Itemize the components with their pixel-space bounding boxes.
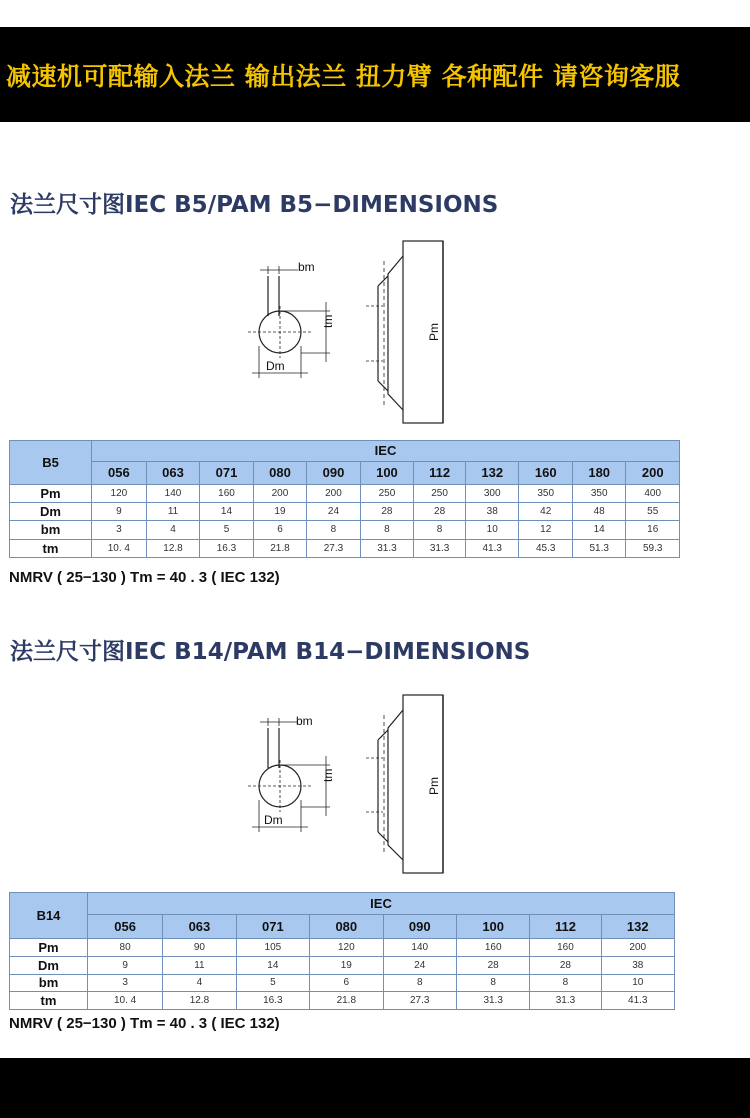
table-cell: 5 bbox=[236, 974, 309, 992]
table-cell: 28 bbox=[530, 957, 601, 975]
table-cell: 6 bbox=[310, 974, 383, 992]
table-corner: B5 bbox=[10, 441, 92, 485]
table-cell: 45.3 bbox=[519, 539, 572, 557]
table-cell: 105 bbox=[236, 939, 309, 957]
table-cell: 120 bbox=[92, 484, 147, 502]
table-cell: 10. 4 bbox=[92, 539, 147, 557]
table-cell: 16.3 bbox=[236, 992, 309, 1010]
tm-label: tm bbox=[321, 768, 335, 782]
table-cell: 8 bbox=[360, 521, 413, 539]
table-cell: 250 bbox=[414, 484, 466, 502]
column-header: 080 bbox=[253, 461, 306, 484]
row-label: Dm bbox=[10, 502, 92, 520]
column-header: 090 bbox=[383, 915, 456, 939]
table-row bbox=[10, 484, 680, 502]
promo-banner bbox=[0, 27, 750, 122]
row-label: bm bbox=[10, 521, 92, 539]
section-title-b5: 法兰尺寸图IEC B5/PAM B5−DIMENSIONS bbox=[10, 192, 499, 218]
row-label: Dm bbox=[10, 957, 88, 975]
banner-text: 减速机可配输入法兰 输出法兰 扭力臂 各种配件 请咨询客服 bbox=[6, 61, 681, 91]
table-cell: 14 bbox=[572, 521, 625, 539]
column-header: 080 bbox=[310, 915, 383, 939]
table-cell: 120 bbox=[310, 939, 383, 957]
tm-label: tm bbox=[321, 314, 335, 328]
table-cell: 400 bbox=[626, 484, 680, 502]
table-cell: 9 bbox=[88, 957, 163, 975]
top-strip bbox=[0, 0, 750, 27]
column-header: 100 bbox=[360, 461, 413, 484]
bm-label: bm bbox=[298, 260, 315, 274]
column-header: 112 bbox=[414, 461, 466, 484]
table-cell: 8 bbox=[383, 974, 456, 992]
table-cell: 160 bbox=[530, 939, 601, 957]
section-title-b14: 法兰尺寸图IEC B14/PAM B14−DIMENSIONS bbox=[10, 639, 531, 665]
bottom-strip bbox=[0, 1058, 750, 1118]
table-cell: 21.8 bbox=[310, 992, 383, 1010]
table-cell: 24 bbox=[307, 502, 360, 520]
table-cell: 12.8 bbox=[163, 992, 236, 1010]
table-cell: 55 bbox=[626, 502, 680, 520]
table-cell: 10 bbox=[465, 521, 518, 539]
column-header: 160 bbox=[519, 461, 572, 484]
table-corner: B14 bbox=[10, 893, 88, 939]
table-cell: 6 bbox=[253, 521, 306, 539]
column-header: 071 bbox=[200, 461, 253, 484]
table-cell: 4 bbox=[163, 974, 236, 992]
iec-group-header: IEC bbox=[88, 893, 675, 915]
table-cell: 51.3 bbox=[572, 539, 625, 557]
table-row bbox=[10, 521, 680, 539]
table-cell: 41.3 bbox=[465, 539, 518, 557]
table-cell: 350 bbox=[572, 484, 625, 502]
table-cell: 12 bbox=[519, 521, 572, 539]
column-header: 180 bbox=[572, 461, 625, 484]
table-cell: 31.3 bbox=[414, 539, 466, 557]
table-cell: 250 bbox=[360, 484, 413, 502]
table-cell: 90 bbox=[163, 939, 236, 957]
table-cell: 28 bbox=[360, 502, 413, 520]
column-header: 063 bbox=[146, 461, 199, 484]
table-cell: 350 bbox=[519, 484, 572, 502]
table-cell: 14 bbox=[200, 502, 253, 520]
table-cell: 38 bbox=[601, 957, 675, 975]
table-row bbox=[10, 539, 680, 557]
table-cell: 24 bbox=[383, 957, 456, 975]
table-cell: 11 bbox=[163, 957, 236, 975]
table-cell: 8 bbox=[456, 974, 529, 992]
iec-group-header: IEC bbox=[92, 441, 680, 462]
column-header: 071 bbox=[236, 915, 309, 939]
table-cell: 200 bbox=[307, 484, 360, 502]
row-label: Pm bbox=[10, 484, 92, 502]
table-cell: 31.3 bbox=[456, 992, 529, 1010]
table-cell: 10 bbox=[601, 974, 675, 992]
table-cell: 160 bbox=[200, 484, 253, 502]
table-cell: 4 bbox=[146, 521, 199, 539]
table-cell: 19 bbox=[310, 957, 383, 975]
table-cell: 28 bbox=[456, 957, 529, 975]
flange-diagram-b5 bbox=[238, 236, 468, 428]
table-cell: 31.3 bbox=[530, 992, 601, 1010]
column-header: 063 bbox=[163, 915, 236, 939]
column-header: 056 bbox=[88, 915, 163, 939]
table-cell: 3 bbox=[92, 521, 147, 539]
table-cell: 80 bbox=[88, 939, 163, 957]
table-row bbox=[10, 974, 675, 992]
flange-diagram-b14 bbox=[238, 690, 468, 880]
table-cell: 21.8 bbox=[253, 539, 306, 557]
dm-label: Dm bbox=[266, 359, 285, 373]
column-header: 132 bbox=[601, 915, 675, 939]
table-row bbox=[10, 939, 675, 957]
table-cell: 38 bbox=[465, 502, 518, 520]
table-cell: 12.8 bbox=[146, 539, 199, 557]
table-row bbox=[10, 992, 675, 1010]
column-header: 112 bbox=[530, 915, 601, 939]
table-cell: 16 bbox=[626, 521, 680, 539]
pm-label: Pm bbox=[427, 777, 441, 795]
table-cell: 11 bbox=[146, 502, 199, 520]
row-label: tm bbox=[10, 539, 92, 557]
pm-label: Pm bbox=[427, 323, 441, 341]
column-header: 056 bbox=[92, 461, 147, 484]
column-header: 200 bbox=[626, 461, 680, 484]
table-cell: 14 bbox=[236, 957, 309, 975]
table-cell: 3 bbox=[88, 974, 163, 992]
table-cell: 140 bbox=[383, 939, 456, 957]
dimension-table-b14 bbox=[9, 892, 675, 1010]
table-row bbox=[10, 502, 680, 520]
note-b5: NMRV ( 25−130 ) Tm = 40 . 3 ( IEC 132) bbox=[9, 569, 280, 586]
table-cell: 41.3 bbox=[601, 992, 675, 1010]
note-b14: NMRV ( 25−130 ) Tm = 40 . 3 ( IEC 132) bbox=[9, 1015, 280, 1032]
row-label: tm bbox=[10, 992, 88, 1010]
table-cell: 31.3 bbox=[360, 539, 413, 557]
table-cell: 9 bbox=[92, 502, 147, 520]
dimension-table-b5 bbox=[9, 440, 680, 558]
table-cell: 8 bbox=[307, 521, 360, 539]
table-cell: 28 bbox=[414, 502, 466, 520]
table-row bbox=[10, 957, 675, 975]
bm-label: bm bbox=[296, 714, 313, 728]
table-cell: 300 bbox=[465, 484, 518, 502]
table-cell: 27.3 bbox=[383, 992, 456, 1010]
table-cell: 10. 4 bbox=[88, 992, 163, 1010]
row-label: bm bbox=[10, 974, 88, 992]
table-cell: 200 bbox=[601, 939, 675, 957]
table-cell: 8 bbox=[414, 521, 466, 539]
row-label: Pm bbox=[10, 939, 88, 957]
table-cell: 59.3 bbox=[626, 539, 680, 557]
column-header: 090 bbox=[307, 461, 360, 484]
table-cell: 5 bbox=[200, 521, 253, 539]
table-cell: 42 bbox=[519, 502, 572, 520]
column-header: 132 bbox=[465, 461, 518, 484]
table-cell: 27.3 bbox=[307, 539, 360, 557]
table-cell: 16.3 bbox=[200, 539, 253, 557]
table-cell: 8 bbox=[530, 974, 601, 992]
dm-label: Dm bbox=[264, 813, 283, 827]
column-header: 100 bbox=[456, 915, 529, 939]
table-cell: 200 bbox=[253, 484, 306, 502]
table-cell: 19 bbox=[253, 502, 306, 520]
table-cell: 48 bbox=[572, 502, 625, 520]
table-cell: 160 bbox=[456, 939, 529, 957]
table-cell: 140 bbox=[146, 484, 199, 502]
